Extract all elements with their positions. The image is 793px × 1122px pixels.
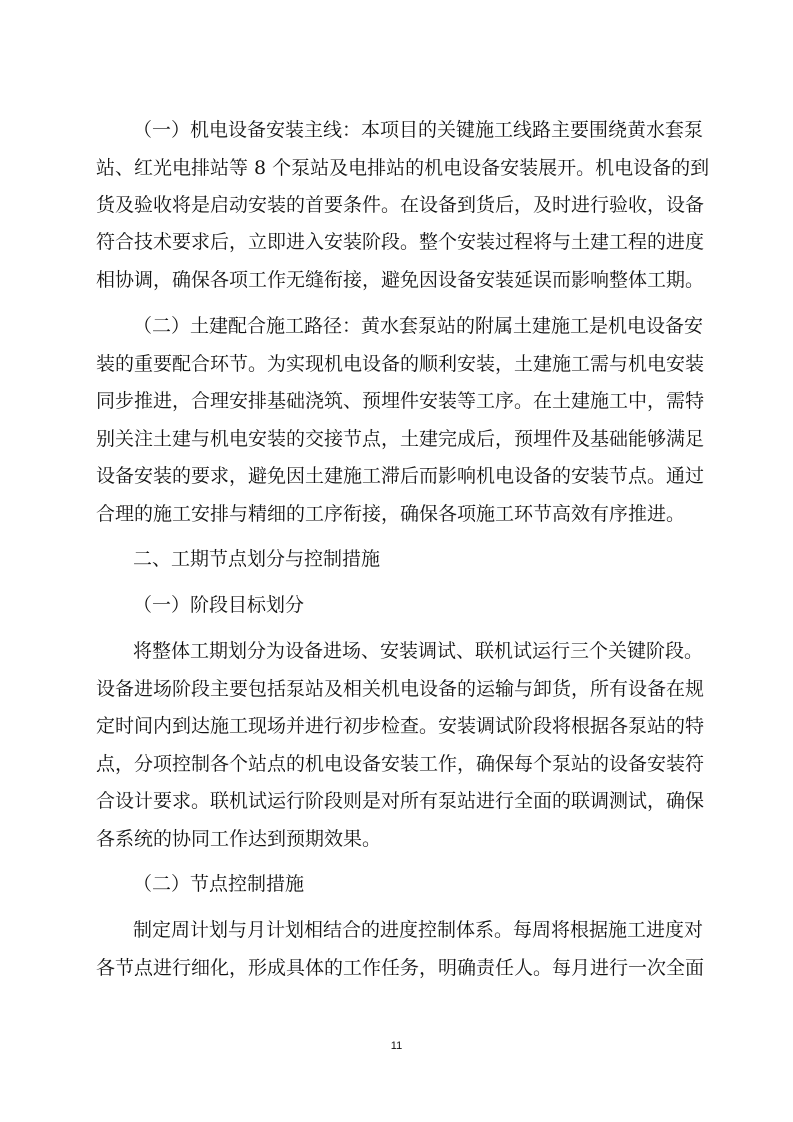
text-line: 设备进场阶段主要包括泵站及相关机电设备的运输与卸货，所有设备在规 xyxy=(96,678,705,700)
text-line: 将整体工期划分为设备进场、安装调试、联机试运行三个关键阶段。 xyxy=(133,640,704,662)
text-line: 相协调，确保各项工作无缝衔接，避免因设备安装延误而影响整体工期。 xyxy=(96,269,705,291)
text-line: 站、红光电排站等 8 个泵站及电排站的机电设备安装展开。机电设备的到 xyxy=(96,157,710,179)
text-line: 符合技术要求后，立即进入安装阶段。整个安装过程将与土建工程的进度 xyxy=(96,231,705,253)
text-line: 定时间内到达施工现场并进行初步检查。安装调试阶段将根据各泵站的特 xyxy=(96,715,705,737)
text-line: 别关注土建与机电安装的交接节点，土建完成后，预埋件及基础能够满足 xyxy=(96,428,705,450)
text-line: 装的重要配合环节。为实现机电设备的顺利安装，土建施工需与机电安装 xyxy=(96,353,705,375)
text-line: 货及验收将是启动安装的首要条件。在设备到货后，及时进行验收，设备 xyxy=(96,194,705,216)
text-line: （一）机电设备安装主线：本项目的关键施工线路主要围绕黄水套泵 xyxy=(133,119,704,141)
text-line: 点，分项控制各个站点的机电设备安装工作，确保每个泵站的设备安装符 xyxy=(96,753,705,775)
text-line: 各节点进行细化，形成具体的工作任务，明确责任人。每月进行一次全面 xyxy=(96,957,705,979)
page-number: 11 xyxy=(390,1040,403,1052)
text-line: （二）土建配合施工路径：黄水套泵站的附属土建施工是机电设备安 xyxy=(133,315,704,337)
text-line: 合理的施工安排与精细的工序衔接，确保各项施工环节高效有序推进。 xyxy=(96,503,686,525)
section-heading: 二、工期节点划分与控制措施 xyxy=(133,548,381,570)
text-line: 同步推进，合理安排基础浇筑、预埋件安装等工序。在土建施工中，需特 xyxy=(96,390,705,412)
text-line: 合设计要求。联机试运行阶段则是对所有泵站进行全面的联调测试，确保 xyxy=(96,790,705,812)
subsection-heading: （一）阶段目标划分 xyxy=(133,594,305,616)
text-line: 制定周计划与月计划相结合的进度控制体系。每周将根据施工进度对 xyxy=(133,919,704,941)
text-line: 设备安装的要求，避免因土建施工滞后而影响机电设备的安装节点。通过 xyxy=(96,465,705,487)
text-line: 各系统的协同工作达到预期效果。 xyxy=(96,828,382,850)
subsection-heading: （二）节点控制措施 xyxy=(133,873,305,895)
